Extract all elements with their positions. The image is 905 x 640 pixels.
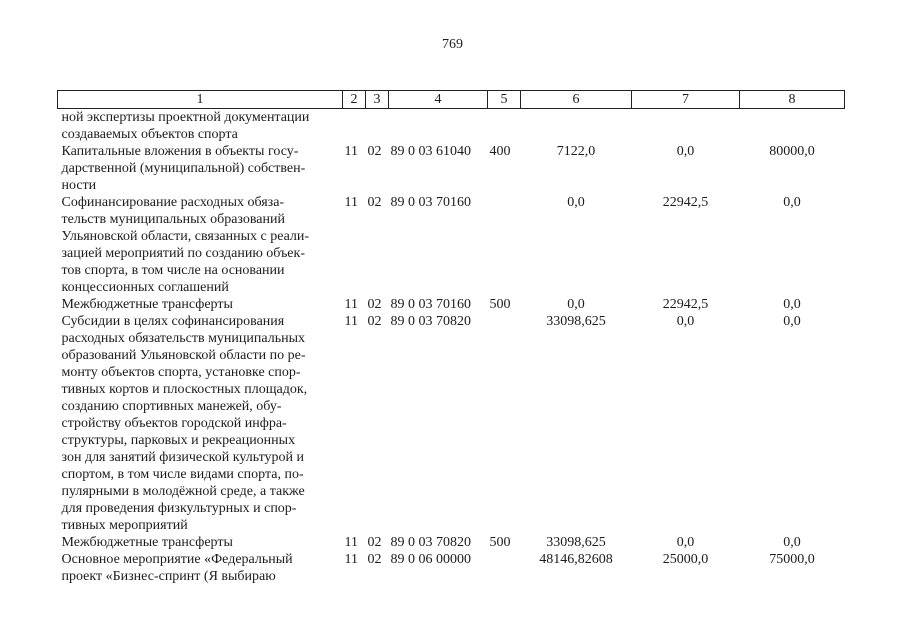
amount-col-8: 0,0 [783,535,801,550]
amount-col-7: 0,0 [676,144,695,159]
row-description [58,551,343,585]
table-header-row [58,91,845,109]
amount-col-8: 0,0 [783,297,801,312]
section-code: 11 [344,297,358,312]
subsection-code: 02 [367,144,382,159]
expense-type-code: 400 [489,144,511,159]
amount-col-7: 25000,0 [662,552,709,567]
header-cell-6: 6 [521,91,632,109]
amount-col-6: 33098,625 [546,314,606,329]
description-line: тельств муниципальных образований [61,212,285,227]
description-line: ной экспертизы проектной документации [61,110,310,125]
subsection-code: 02 [367,297,382,312]
header-cell-5: 5 [488,91,521,109]
description-line: стройству объектов городской инфра- [61,416,287,431]
description-line: проект «Бизнес-спринт (Я выбираю [61,569,276,584]
amount-col-6: 0,0 [567,297,585,312]
table-row [58,551,845,585]
amount-col-7: 22942,5 [662,297,709,312]
description-line: ности [61,178,97,193]
description-line: тов спорта, в том числе на основании [61,263,285,278]
expense-type-code [488,194,521,296]
subsection-code [366,109,389,144]
expense-type-code [488,313,521,534]
expense-type-code [488,109,521,144]
subsection-code: 02 [367,552,382,567]
amount-col-7: 22942,5 [662,195,709,210]
subsection-code: 02 [367,535,382,550]
description-line: дарственной (муниципальной) собствен- [61,161,306,176]
row-description [58,296,343,313]
section-code: 11 [344,535,358,550]
amount-col-7: 0,0 [676,314,695,329]
description-line: пулярными в молодёжной среде, а также [61,484,305,499]
target-item-code: 89 0 03 70820 [390,535,471,550]
row-description [58,194,343,296]
header-cell-1: 1 [58,91,343,109]
section-code: 11 [344,314,358,329]
header-cell-3: 3 [366,91,389,109]
target-item-code: 89 0 06 00000 [390,552,471,567]
description-line: Капитальные вложения в объекты госу- [61,144,299,159]
page-number: 769 [442,37,463,52]
target-item-code: 89 0 03 70820 [390,314,471,329]
amount-col-8 [740,109,845,144]
subsection-code: 02 [367,195,382,210]
amount-col-6: 0,0 [567,195,585,210]
description-line: тивных кортов и плоскостных площадок, [61,382,308,397]
header-cell-7: 7 [632,91,740,109]
table-body [58,109,845,586]
target-item-code: 89 0 03 61040 [390,144,471,159]
subsection-code: 02 [367,314,382,329]
description-line: Межбюджетные трансферты [61,535,233,550]
description-line: образований Ульяновской области по ре- [61,348,306,363]
description-line: спортом, в том числе видами спорта, по- [61,467,304,482]
amount-col-6: 33098,625 [546,535,606,550]
row-description [58,109,343,144]
table-row [58,109,845,144]
description-line: зацией мероприятий по созданию объек- [61,246,305,261]
description-line: Межбюджетные трансферты [61,297,233,312]
expense-type-code: 500 [489,535,511,550]
table-row [58,194,845,296]
description-line: Ульяновской области, связанных с реали- [61,229,310,244]
amount-col-6: 48146,82608 [539,552,613,567]
description-line: для проведения физкультурных и спор- [61,501,297,516]
amount-col-6: 7122,0 [556,144,596,159]
amount-col-7: 0,0 [676,535,695,550]
table-row [58,313,845,534]
header-cell-8: 8 [740,91,845,109]
description-line: создаваемых объектов спорта [61,127,238,142]
header-cell-2: 2 [343,91,366,109]
budget-table [57,90,845,585]
description-line: Софинансирование расходных обяза- [61,195,285,210]
amount-col-8: 0,0 [783,195,801,210]
amount-col-8: 80000,0 [769,144,815,159]
section-code: 11 [344,195,358,210]
description-line: структуры, парковых и рекреационных [61,433,296,448]
description-line: расходных обязательств муниципальных [61,331,305,346]
expense-type-code [488,551,521,585]
row-description [58,534,343,551]
header-cell-4: 4 [389,91,488,109]
description-line: Основное мероприятие «Федеральный [61,552,293,567]
amount-col-7 [632,109,740,144]
target-item-code: 89 0 03 70160 [390,195,471,210]
description-line: тивных мероприятий [61,518,188,533]
description-line: зон для занятий физической культурой и [61,450,304,465]
description-line: созданию спортивных манежей, обу- [61,399,282,414]
section-code [343,109,366,144]
target-item-code [389,109,488,144]
table-row [58,534,845,551]
section-code: 11 [344,552,358,567]
target-item-code: 89 0 03 70160 [390,297,471,312]
table-row [58,296,845,313]
amount-col-8: 75000,0 [769,552,815,567]
description-line: концессионных соглашений [61,280,229,295]
row-description [58,143,343,194]
expense-type-code: 500 [489,297,511,312]
description-line: Субсидии в целях софинансирования [61,314,285,329]
table-row [58,143,845,194]
section-code: 11 [344,144,358,159]
description-line: монту объектов спорта, установке спор- [61,365,301,380]
row-description [58,313,343,534]
amount-col-8: 0,0 [783,314,801,329]
amount-col-6 [521,109,632,144]
